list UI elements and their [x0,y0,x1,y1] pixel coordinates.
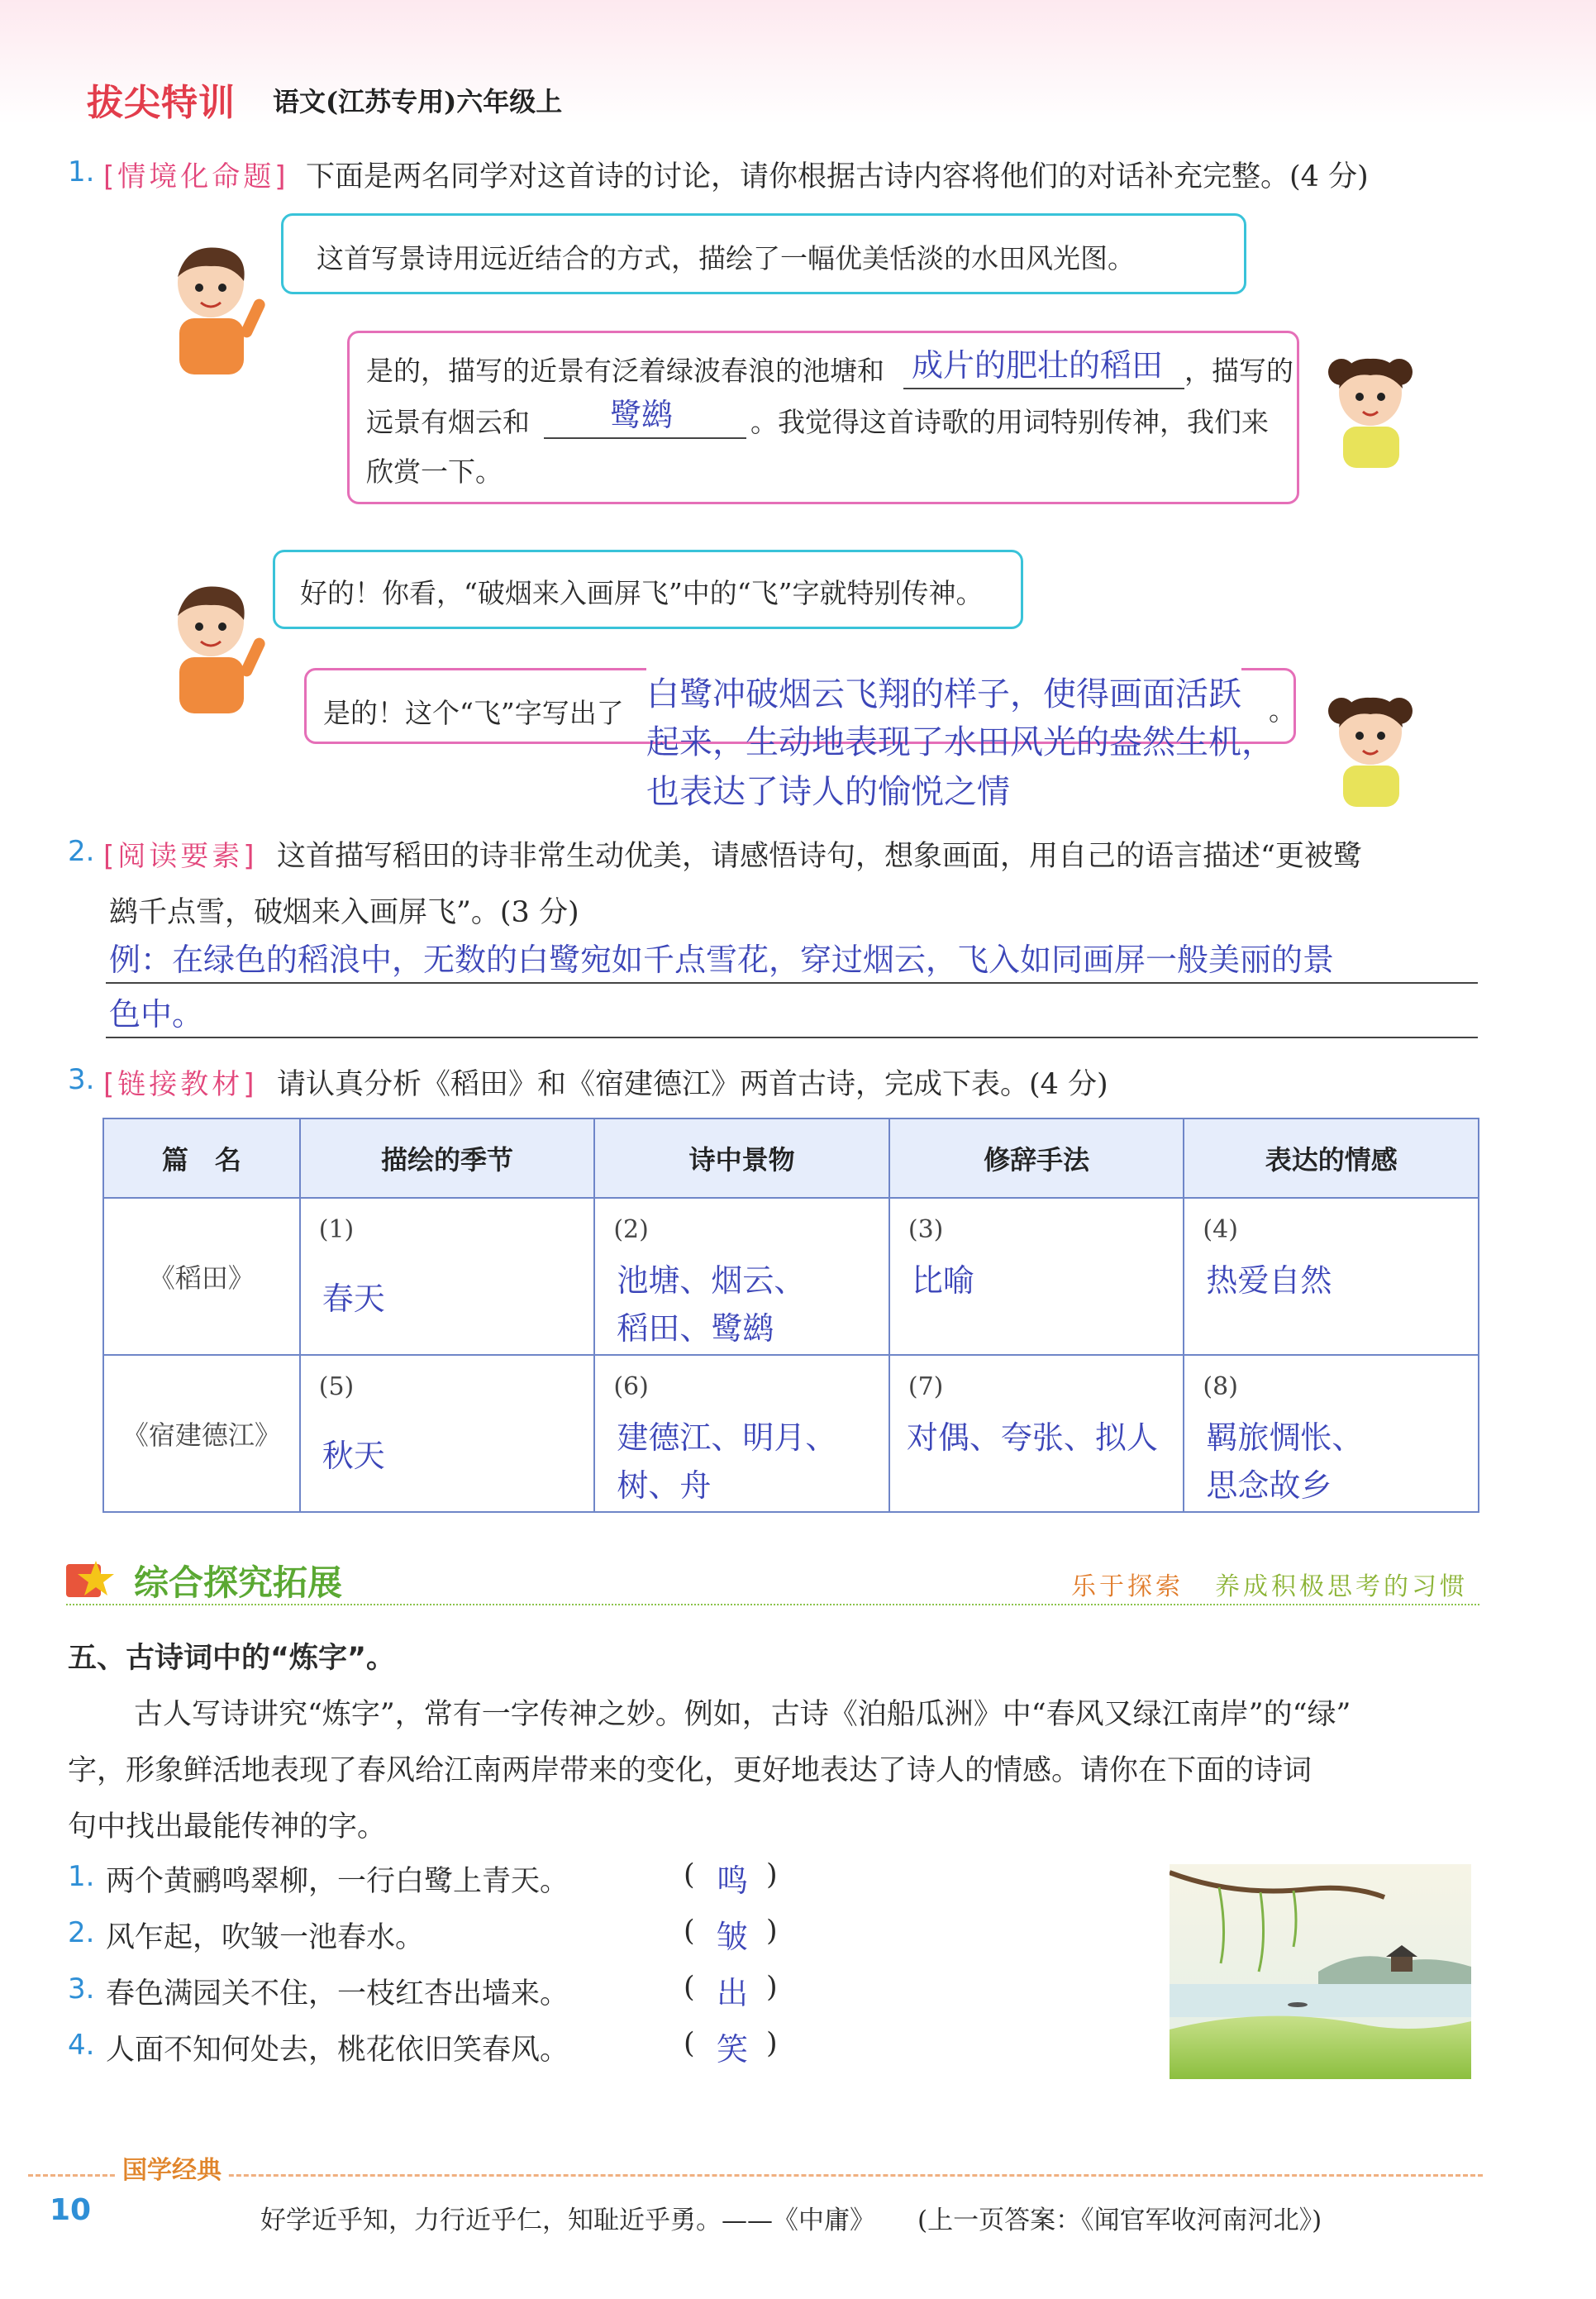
star-icon [66,1557,116,1599]
previous-page-answer: (上一页答案：《闻官军收河南河北》) [917,2206,1322,2235]
table-cell: (7) 对偶、夸张、拟人 [889,1355,1184,1512]
speech-bubble-boy-1: 这首写景诗用远近结合的方式，描绘了一幅优美恬淡的水田风光图。 [281,213,1246,294]
list-item: 2. 风乍起，吹皱一池春水。 ( 皱 ) [68,1915,812,1964]
list-item: 1. 两个黄鹂鸣翠柳，一行白鹭上青天。 ( 鸣 ) [68,1858,812,1908]
table-header: 诗中景物 [594,1118,889,1198]
table-header: 篇 名 [103,1118,300,1198]
part5-intro-line-2: 字，形象鲜活地表现了春风给江南两岸带来的变化，更好地表达了诗人的情感。请你在下面的诗词 [68,1754,1313,1787]
table-cell: (3) 比喻 [889,1198,1184,1355]
table-header: 修辞手法 [889,1118,1184,1198]
q2-number: 2. [68,835,95,868]
q1-stem: 下面是两名同学对这首诗的讨论，请你根据古诗内容将他们的对话补充完整。(4 分) [306,160,1369,193]
answer-char: 笑 [717,2031,749,2068]
part5-intro-line-1: 古人写诗讲究“炼字”，常有一字传神之妙。例如，古诗《泊船瓜洲》中“春风又绿江南岸”的“绿” [134,1698,1351,1731]
footer-divider [28,2174,1483,2177]
page-header [0,0,1596,124]
section-banner: 综合探究拓展 乐于探索 养成积极思考的习惯 [66,1554,1479,1605]
boy-avatar-2 [161,579,277,719]
q2-tag: [阅读要素] [103,840,258,873]
table-header: 表达的情感 [1184,1118,1479,1198]
part5-intro-line-3: 句中找出最能传神的字。 [68,1810,387,1843]
table-cell: (6) 建德江、明月、 树、舟 [594,1355,889,1512]
table-header-row [103,1118,1479,1198]
q2-answer-line-1: 例：在绿色的稻浪中，无数的白鹭宛如千点雪花，穿过烟云，飞入如同画屏一般美丽的景 [109,942,1335,978]
q3-number: 3. [68,1063,95,1096]
list-item: 4. 人面不知何处去，桃花依旧笑春风。 ( 笑 ) [68,2027,812,2077]
boy-avatar [161,240,277,380]
table-row [103,1355,1479,1512]
table-row [103,1198,1479,1355]
page-number: 10 [50,2193,92,2227]
table-row-name: 《宿建德江》 [103,1355,300,1512]
girl-avatar-2 [1318,686,1426,810]
speech-bubble-girl-2: 是的！这个“飞”字写出了 [304,668,1296,744]
part5-title: 五、古诗词中的“炼字”。 [68,1642,396,1675]
footer-quote: 好学近乎知，力行近乎仁，知耻近乎勇。——《中庸》 [260,2206,875,2235]
table-cell: (1) 春天 [300,1198,595,1355]
answer-char: 皱 [717,1919,749,1955]
answer-near-view: 成片的肥壮的稻田 [912,347,1164,384]
list-item: 3. 春色满园关不住，一枝红杏出墙来。 ( 出 ) [68,1971,812,2020]
q1-tag: [情境化命题] [103,160,289,193]
speech-bubble-girl-1: 是的，描写的近景有泛着绿波春浪的池塘和 成片的肥壮的稻田 ，描写的 远景有烟云和 鹭鹚 。我觉得这首诗歌的用词特别传神，我们来 欣赏一下。 [347,331,1299,504]
q2-answer-line-2: 色中。 [109,996,204,1033]
q3-tag: [链接教材] [103,1068,258,1101]
answer-char: 出 [717,1975,749,2011]
table-header: 描绘的季节 [300,1118,595,1198]
table-cell: (2) 池塘、烟云、 稻田、鹭鹚 [594,1198,889,1355]
header-subtitle: 语文(江苏专用)六年级上 [273,86,563,117]
table-row-name: 《稻田》 [103,1198,300,1355]
answer-char: 鸣 [717,1863,749,1899]
footer-label: 国学经典 [116,2149,228,2186]
table-cell: (8) 羁旅惆怅、 思念故乡 [1184,1355,1479,1512]
table-cell: (5) 秋天 [300,1355,595,1512]
girl-avatar [1318,347,1426,471]
comparison-table [102,1118,1479,1513]
q3-stem: 请认真分析《稻田》和《宿建德江》两首古诗，完成下表。(4 分) [277,1068,1108,1101]
table-cell: (4) 热爱自然 [1184,1198,1479,1355]
answer-far-view: 鹭鹚 [610,397,674,433]
q1-number: 1. [68,155,95,188]
landscape-illustration [1170,1864,1471,2079]
q2-stem-line-2: 鹚千点雪，破烟来入画屏飞”。(3 分) [109,896,579,929]
brand-logo: 拔尖特训 [87,82,236,124]
speech-bubble-boy-2: 好的！你看，“破烟来入画屏飞”中的“飞”字就特别传神。 [273,550,1023,629]
answer-fly-line-3: 也表达了诗人的愉悦之情 [646,773,1010,811]
q2-stem-line-1: 这首描写稻田的诗非常生动优美，请感悟诗句，想象画面，用自己的语言描述“更被鹭 [277,840,1362,873]
answer-fly-line-2: 起来，生动地表现了水田风光的盎然生机， [646,723,1274,761]
answer-fly-line-1: 白鹭冲破烟云飞翔的样子，使得画面活跃 [646,668,1241,715]
